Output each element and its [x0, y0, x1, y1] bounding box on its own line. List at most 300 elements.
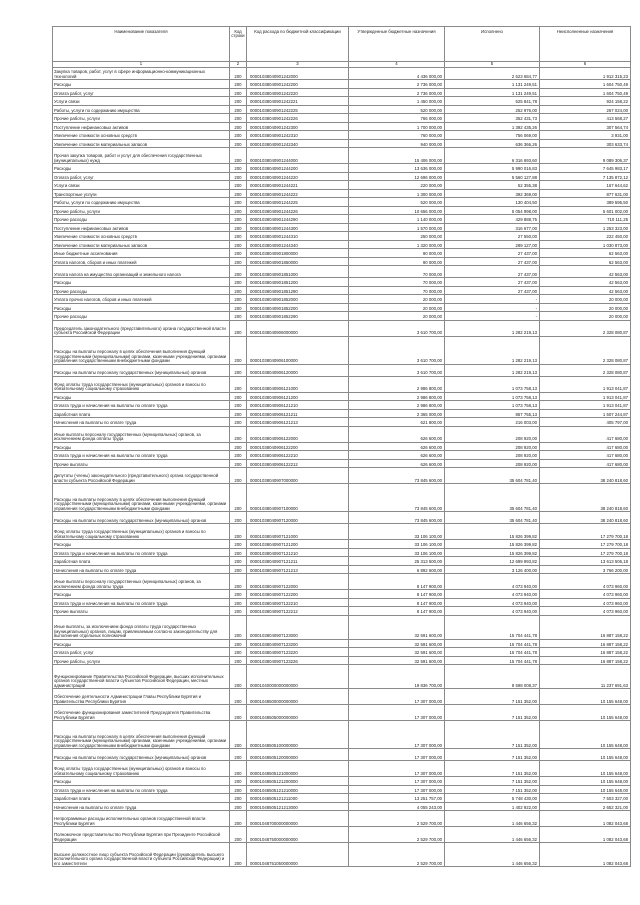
row-name: Обеспечение функционирования заместителей Председателя Правительства Республики Бурятия [53, 705, 230, 721]
row-unexecuted: 2 652 321,00 [540, 802, 631, 811]
row-unexecuted: 13 613 506,18 [540, 557, 631, 566]
row-name: Увеличение стоимости основных средств [53, 131, 230, 140]
row-unexecuted: 16 887 158,22 [540, 639, 631, 648]
row-name: Расходы [53, 80, 230, 89]
row-kbk: 00001038040901244290 [247, 215, 349, 224]
row-name: Иные выплаты персоналу государственных (муниципальных) органов, за исключением фонда оплаты труда [53, 574, 230, 590]
row-approved: 13 251 757,00 [349, 794, 445, 803]
row-executed: 4 073 940,00 [445, 607, 540, 616]
table-row [53, 286, 631, 295]
row-approved: 20 000,00 [349, 303, 445, 312]
table-row [53, 749, 631, 761]
row-approved: 32 591 600,00 [349, 648, 445, 657]
table-row [53, 761, 631, 777]
row-executed: 7 151 352,00 [445, 761, 540, 777]
row-kbk: 00001038040907121200 [247, 540, 349, 549]
row-name: Расходы на выплаты персоналу в целях обеспечения выполнения функций государственными (муниципальными) органами, казенными учреждениями, органами управления государственными внебюджетными фондами [53, 484, 230, 512]
row-code: 200 [230, 181, 247, 190]
row-name: Фонд оплаты труда государственных (муниципальных) органов и взносы по обязательному социальному страхованию [53, 524, 230, 540]
row-kbk: 00001048700000000000 [247, 811, 349, 827]
row-code: 200 [230, 364, 247, 376]
table-row [53, 557, 631, 566]
table-row [53, 249, 631, 258]
row-name: Прочие расходы [53, 286, 230, 295]
row-approved: 940 000,00 [349, 139, 445, 148]
row-unexecuted: 42 563,00 [540, 278, 631, 287]
table-row [53, 843, 631, 867]
row-approved: 621 800,00 [349, 418, 445, 427]
row-kbk: 00001038040901242200 [247, 80, 349, 89]
row-approved: 1 450 000,00 [349, 97, 445, 106]
table-row [53, 615, 631, 639]
row-unexecuted: 20 000,00 [540, 295, 631, 304]
table-row [53, 426, 631, 442]
row-approved: 90 000,00 [349, 257, 445, 266]
row-approved: 13 636 000,00 [349, 164, 445, 173]
row-unexecuted: 7 503 327,00 [540, 794, 631, 803]
row-name: Фонд оплаты труда государственных (муниципальных) органов и взносы по обязательному социальному страхованию [53, 761, 230, 777]
header-unexecuted: Неисполненные назначения [540, 27, 631, 62]
row-unexecuted: 10 155 648,00 [540, 689, 631, 705]
row-executed: 15 704 441,78 [445, 615, 540, 639]
row-code: 200 [230, 459, 247, 468]
row-executed: 7 151 352,00 [445, 749, 540, 761]
row-unexecuted: 10 155 648,00 [540, 749, 631, 761]
row-name: Расходы [53, 590, 230, 599]
row-executed: 15 704 441,78 [445, 639, 540, 648]
column-number: 5 [445, 62, 540, 68]
row-kbk: 00001048750000000000 [247, 827, 349, 843]
row-executed: 352 431,73 [445, 114, 540, 123]
row-kbk: 00001038040901244300 [247, 223, 349, 232]
row-name: Расходы [53, 303, 230, 312]
row-code: 200 [230, 266, 247, 278]
table-header-row [53, 27, 631, 62]
row-name: Оплата работ, услуг [53, 648, 230, 657]
row-approved: 2 529 700,00 [349, 811, 445, 827]
row-kbk: 00001038040901852200 [247, 303, 349, 312]
row-approved: 32 591 600,00 [349, 615, 445, 639]
column-number: 6 [540, 62, 631, 68]
header-code: Код строки [230, 27, 247, 62]
row-executed: 4 073 940,00 [445, 598, 540, 607]
row-approved: 1 700 000,00 [349, 122, 445, 131]
row-name: Заработная плата [53, 557, 230, 566]
row-code: 200 [230, 451, 247, 460]
row-unexecuted: 4 073 960,00 [540, 598, 631, 607]
row-kbk: 00001038040906122200 [247, 442, 349, 451]
row-approved: 2 986 800,00 [349, 376, 445, 392]
row-unexecuted: 17 279 700,18 [540, 548, 631, 557]
row-unexecuted: 10 155 648,00 [540, 785, 631, 794]
row-approved: 3 610 700,00 [349, 364, 445, 376]
row-kbk: 00001038040907120000 [247, 512, 349, 524]
row-executed: 1 073 758,13 [445, 376, 540, 392]
row-executed: 7 151 352,00 [445, 777, 540, 786]
table-row [53, 451, 631, 460]
header-approved: Утвержденные бюджетные назначения [349, 27, 445, 62]
row-code: 200 [230, 574, 247, 590]
row-unexecuted: 38 240 818,60 [540, 484, 631, 512]
table-row [53, 524, 631, 540]
row-name: Расходы на выплаты персоналу в целях обеспечения выполнения функций государственными (муниципальными) органами, казенными учреждениями, органами управления государственными внебюджетными фондами [53, 721, 230, 749]
column-number: 2 [230, 62, 247, 68]
table-row [53, 181, 631, 190]
row-executed: 52 355,38 [445, 181, 540, 190]
table-row [53, 80, 631, 89]
row-name: Председатель законодательного (представительного) органа государственной власти субъекта Российской Федерации [53, 320, 230, 336]
row-name: Начисления на выплаты по оплате труда [53, 565, 230, 574]
row-executed: 392 369,00 [445, 189, 540, 198]
row-name: Прочие работы, услуги [53, 656, 230, 665]
table-row [53, 705, 631, 721]
table-row [53, 401, 631, 410]
row-executed: 1 073 758,13 [445, 401, 540, 410]
table-row [53, 785, 631, 794]
row-code: 200 [230, 131, 247, 140]
row-kbk: 00001038040906122212 [247, 459, 349, 468]
table-row [53, 122, 631, 131]
row-executed: - [445, 303, 540, 312]
row-unexecuted: 877 631,00 [540, 189, 631, 198]
table-row [53, 574, 631, 590]
row-name: Прочие работы, услуги [53, 206, 230, 215]
table-row [53, 665, 631, 689]
row-name: Закупка товаров, работ, услуг в сфере информационно-коммуникационных технологий [53, 68, 230, 80]
row-unexecuted: 307 564,74 [540, 122, 631, 131]
row-code: 200 [230, 189, 247, 198]
table-row [53, 811, 631, 827]
row-approved: 3 610 700,00 [349, 320, 445, 336]
row-code: 200 [230, 206, 247, 215]
row-executed: 1 282 219,13 [445, 336, 540, 364]
row-approved: 8 147 900,00 [349, 607, 445, 616]
row-executed: 7 151 352,00 [445, 705, 540, 721]
row-approved: 2 529 700,00 [349, 843, 445, 867]
row-approved: 33 106 100,00 [349, 524, 445, 540]
row-code: 200 [230, 557, 247, 566]
row-approved: 8 147 900,00 [349, 590, 445, 599]
row-executed: 429 888,75 [445, 215, 540, 224]
row-kbk: 00001038040901242226 [247, 114, 349, 123]
row-approved: 10 656 000,00 [349, 206, 445, 215]
row-code: 200 [230, 172, 247, 181]
row-executed: 35 604 781,40 [445, 484, 540, 512]
row-approved: 220 000,00 [349, 181, 445, 190]
row-code: 200 [230, 721, 247, 749]
row-name: Иные выплаты персоналу государственных (муниципальных) органов, за исключением фонда оплаты труда [53, 426, 230, 442]
row-kbk: 00001048505000000000 [247, 705, 349, 721]
row-unexecuted: 10 155 648,00 [540, 777, 631, 786]
row-name: Фонд оплаты труда государственных (муниципальных) органов и взносы по обязательному социальному страхованию [53, 376, 230, 392]
row-unexecuted: 222 450,00 [540, 232, 631, 241]
table-body [53, 68, 631, 867]
row-approved: 17 307 000,00 [349, 785, 445, 794]
row-unexecuted: 1 253 323,00 [540, 223, 631, 232]
table-row [53, 172, 631, 181]
row-unexecuted: 167 644,62 [540, 181, 631, 190]
row-unexecuted: 17 279 700,18 [540, 524, 631, 540]
row-name: Начисления на выплаты по оплате труда [53, 802, 230, 811]
row-approved: 33 106 100,00 [349, 540, 445, 549]
table-row [53, 240, 631, 249]
row-name: Увеличение стоимости материальных запасов [53, 240, 230, 249]
row-code: 200 [230, 320, 247, 336]
table-row [53, 607, 631, 616]
row-kbk: 00001038040901244000 [247, 148, 349, 164]
row-executed: 525 841,78 [445, 97, 540, 106]
column-number: 4 [349, 62, 445, 68]
row-name: Уплата прочих налогов, сборов и иных платежей [53, 295, 230, 304]
row-kbk: 00001038040907123000 [247, 615, 349, 639]
row-name: Оплата труда и начисления на выплаты по оплате труда [53, 401, 230, 410]
row-kbk: 00001038040906121000 [247, 376, 349, 392]
row-kbk: 00001038040901242220 [247, 88, 349, 97]
row-executed: 27 437,00 [445, 257, 540, 266]
table-row [53, 468, 631, 484]
row-approved: 626 600,00 [349, 459, 445, 468]
row-approved: 17 307 000,00 [349, 705, 445, 721]
row-unexecuted: 38 240 818,60 [540, 468, 631, 484]
row-approved: 520 000,00 [349, 198, 445, 207]
row-code: 200 [230, 512, 247, 524]
row-approved: 19 836 700,00 [349, 665, 445, 689]
row-name: Функционирование Правительства Российской Федерации, высших исполнительных органов государственной власти субъектов Российской Федерации, местных администраций [53, 665, 230, 689]
row-approved: 626 600,00 [349, 426, 445, 442]
table-row [53, 512, 631, 524]
row-executed: 1 073 758,13 [445, 392, 540, 401]
row-kbk: 00001038040901244340 [247, 240, 349, 249]
row-kbk: 00001040000000000000 [247, 665, 349, 689]
row-unexecuted: 413 568,27 [540, 114, 631, 123]
row-name: Иные выплаты, за исключением фонда оплаты труда государственных (муниципальных) органов, лицам, привлекаемым согласно законодательству для выполнения отдельных полномочий [53, 615, 230, 639]
row-unexecuted: 924 158,22 [540, 97, 631, 106]
table-row [53, 639, 631, 648]
row-name: Услуги связи [53, 97, 230, 106]
row-code: 200 [230, 705, 247, 721]
row-kbk: 00001038040907123200 [247, 639, 349, 648]
row-code: 200 [230, 615, 247, 639]
row-approved: 70 000,00 [349, 286, 445, 295]
row-executed: - [445, 295, 540, 304]
row-kbk: 00001038040907100000 [247, 484, 349, 512]
row-approved: 17 307 000,00 [349, 761, 445, 777]
row-approved: 12 696 000,00 [349, 172, 445, 181]
row-kbk: 00001038040901242310 [247, 131, 349, 140]
row-approved: 2 986 800,00 [349, 401, 445, 410]
row-approved: 3 610 700,00 [349, 336, 445, 364]
table-row [53, 148, 631, 164]
table-row [53, 278, 631, 287]
row-kbk: 00001038040901242000 [247, 68, 349, 80]
row-kbk: 00001048505120000000 [247, 749, 349, 761]
row-kbk: 00001048505100000000 [247, 721, 349, 749]
row-unexecuted: 10 155 648,00 [540, 761, 631, 777]
row-approved: 520 000,00 [349, 105, 445, 114]
row-name: Прочие выплаты [53, 459, 230, 468]
row-unexecuted: 16 887 158,22 [540, 656, 631, 665]
row-code: 200 [230, 257, 247, 266]
row-executed: 216 003,00 [445, 418, 540, 427]
row-name: Расходы [53, 392, 230, 401]
row-unexecuted: 710 111,25 [540, 215, 631, 224]
budget-execution-report [52, 26, 630, 867]
row-name: Прочие расходы [53, 215, 230, 224]
row-unexecuted: 16 887 158,22 [540, 615, 631, 639]
row-name: Начисления на выплаты по оплате труда [53, 418, 230, 427]
row-unexecuted: 417 680,00 [540, 451, 631, 460]
row-approved: 2 365 000,00 [349, 409, 445, 418]
row-kbk: 00001038040907121211 [247, 557, 349, 566]
expenditure-table [52, 26, 631, 867]
row-executed: - [445, 312, 540, 321]
row-approved: 32 591 600,00 [349, 639, 445, 648]
row-unexecuted: 20 000,00 [540, 312, 631, 321]
row-unexecuted: 389 595,50 [540, 198, 631, 207]
row-unexecuted: 2 328 080,87 [540, 364, 631, 376]
row-name: Заработная плата [53, 409, 230, 418]
table-row [53, 548, 631, 557]
row-name: Поступление нефинансовых активов [53, 223, 230, 232]
row-code: 200 [230, 484, 247, 512]
row-executed: 208 920,00 [445, 426, 540, 442]
row-approved: 1 140 000,00 [349, 215, 445, 224]
table-row [53, 164, 631, 173]
row-code: 200 [230, 97, 247, 106]
row-executed: 27 437,00 [445, 278, 540, 287]
row-name: Прочая закупка товаров, работ и услуг для обеспечения государственных (муниципальных) нужд [53, 148, 230, 164]
row-name: Поступление нефинансовых активов [53, 122, 230, 131]
row-executed: 35 604 781,40 [445, 468, 540, 484]
row-code: 200 [230, 249, 247, 258]
row-code: 200 [230, 426, 247, 442]
table-row [53, 97, 631, 106]
row-unexecuted: 1 082 043,68 [540, 843, 631, 867]
row-name: Обеспечение деятельности Администрации Главы Республики Бурятия и Правительства Республики Бурятия [53, 689, 230, 705]
row-kbk: 00001048505121000000 [247, 761, 349, 777]
row-code: 200 [230, 777, 247, 786]
table-row [53, 392, 631, 401]
table-row [53, 794, 631, 803]
row-executed: 27 437,00 [445, 249, 540, 258]
table-row [53, 303, 631, 312]
row-executed: 208 920,00 [445, 459, 540, 468]
row-unexecuted: 4 073 960,00 [540, 607, 631, 616]
row-unexecuted: 11 237 691,63 [540, 665, 631, 689]
row-kbk: 00001038040906000000 [247, 320, 349, 336]
row-unexecuted: 417 680,00 [540, 459, 631, 468]
row-unexecuted: 417 680,00 [540, 442, 631, 451]
row-code: 200 [230, 843, 247, 867]
row-executed: 4 073 940,00 [445, 574, 540, 590]
table-row [53, 459, 631, 468]
row-code: 200 [230, 148, 247, 164]
row-executed: 1 131 249,51 [445, 88, 540, 97]
row-name: Расходы на выплаты персоналу государственных (муниципальных) органов [53, 749, 230, 761]
row-kbk: 00001038040906121200 [247, 392, 349, 401]
row-kbk: 00001038040901244220 [247, 172, 349, 181]
row-executed: 27 437,00 [445, 286, 540, 295]
table-row [53, 656, 631, 665]
row-executed: 1 446 656,32 [445, 843, 540, 867]
row-kbk: 00001038040907122212 [247, 607, 349, 616]
row-name: Непрограммные расходы исполнительных органов государственной власти Республики Бурятия [53, 811, 230, 827]
row-unexecuted: 3 931,00 [540, 131, 631, 140]
row-kbk: 00001048751050000000 [247, 843, 349, 867]
row-approved: 766 000,00 [349, 114, 445, 123]
table-row [53, 364, 631, 376]
row-kbk: 00001038040901850000 [247, 257, 349, 266]
row-executed: 5 748 430,00 [445, 794, 540, 803]
row-approved: 20 000,00 [349, 295, 445, 304]
row-executed: 15 826 399,82 [445, 540, 540, 549]
row-code: 200 [230, 665, 247, 689]
row-name: Увеличение стоимости основных средств [53, 232, 230, 241]
row-name: Расходы [53, 278, 230, 287]
row-kbk: 00001038040907121213 [247, 565, 349, 574]
row-kbk: 00001038040901244200 [247, 164, 349, 173]
row-executed: 252 976,00 [445, 105, 540, 114]
row-executed: 289 127,00 [445, 240, 540, 249]
table-row [53, 88, 631, 97]
row-unexecuted: 1 913 041,87 [540, 401, 631, 410]
row-code: 200 [230, 303, 247, 312]
row-approved: 626 600,00 [349, 451, 445, 460]
row-unexecuted: 1 604 750,49 [540, 88, 631, 97]
column-number: 1 [53, 62, 230, 68]
row-code: 200 [230, 794, 247, 803]
row-kbk: 00001038040907000000 [247, 468, 349, 484]
row-executed: 7 151 352,00 [445, 689, 540, 705]
row-code: 200 [230, 223, 247, 232]
row-approved: 17 307 000,00 [349, 749, 445, 761]
row-code: 200 [230, 278, 247, 287]
table-row [53, 827, 631, 843]
row-unexecuted: 62 563,00 [540, 249, 631, 258]
table-row [53, 198, 631, 207]
row-unexecuted: 10 155 648,00 [540, 705, 631, 721]
row-unexecuted: 1 082 043,68 [540, 827, 631, 843]
row-name: Увеличение стоимости материальных запасов [53, 139, 230, 148]
row-code: 200 [230, 648, 247, 657]
row-unexecuted: 16 887 158,22 [540, 648, 631, 657]
row-name: Оплата работ, услуг [53, 172, 230, 181]
row-approved: 760 000,00 [349, 131, 445, 140]
row-executed: 2 523 684,77 [445, 68, 540, 80]
row-kbk: 00001038040906120000 [247, 364, 349, 376]
header-executed: Исполнено [445, 27, 540, 62]
row-executed: 756 069,00 [445, 131, 540, 140]
row-name: Работы, услуги по содержанию имущества [53, 198, 230, 207]
table-row [53, 215, 631, 224]
row-name: Расходы [53, 777, 230, 786]
table-row [53, 540, 631, 549]
row-approved: 1 570 000,00 [349, 223, 445, 232]
row-unexecuted: 17 279 700,18 [540, 540, 631, 549]
row-kbk: 00001038040901852000 [247, 295, 349, 304]
row-approved: 626 600,00 [349, 442, 445, 451]
row-code: 200 [230, 590, 247, 599]
row-code: 200 [230, 656, 247, 665]
table-row [53, 114, 631, 123]
row-code: 200 [230, 749, 247, 761]
row-code: 200 [230, 524, 247, 540]
row-code: 200 [230, 215, 247, 224]
row-unexecuted: 7 645 983,17 [540, 164, 631, 173]
row-name: Работы, услуги по содержанию имущества [53, 105, 230, 114]
row-approved: 32 591 600,00 [349, 656, 445, 665]
row-name: Депутаты (члены) законодательного (представительного) органа государственной власти субъекта Российской Федерации [53, 468, 230, 484]
